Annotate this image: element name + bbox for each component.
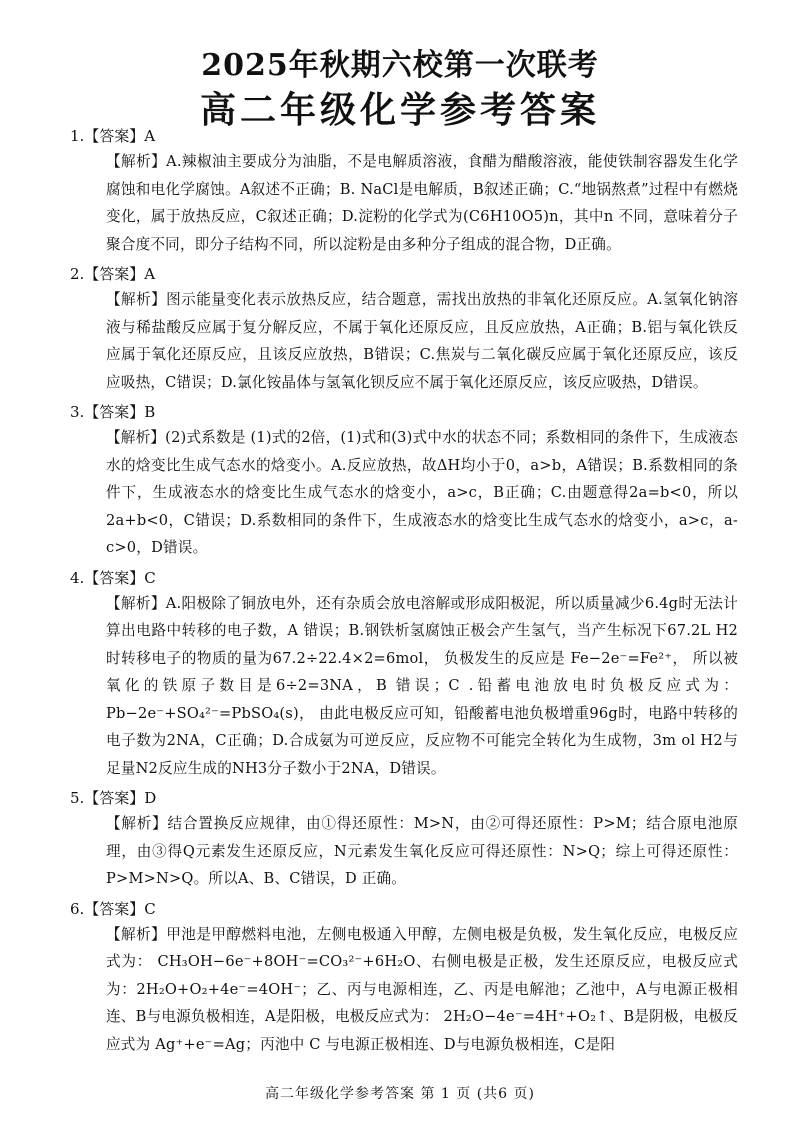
question-3 — [70, 400, 738, 562]
question-1 — [70, 124, 738, 258]
answer-label: 5.【答案】D — [70, 789, 157, 807]
explanation-text: 【解析】结合置换反应规律，由①得还原性：M>N，由②可得还原性：P>M；结合原电池原理，由③得Q元素发生还原反应，N元素发生氧化反应可得还原性：N>Q；综上可得还原性：P>M>N>Q。所以A、B、C错误，D 正确。 — [106, 815, 738, 887]
page-title: 高二年级化学参考答案 — [199, 89, 600, 131]
explanation-text: 【解析】图示能量变化表示放热反应，结合题意，需找出放热的非氧化还原反应。A.氢氧化钠溶液与稀盐酸反应属于复分解反应，不属于氧化还原反应，且反应放热，A正确；B.铝与氧化铁反应属于氧化还原反应，且该反应放热，B错误；C.焦炭与二氧化碳反应属于氧化还原反应，该反应吸热，C错误；D.氯化铵晶体与氢氧化钡反应不属于氧化还原反应，该反应吸热，D错误。 — [106, 291, 738, 391]
explanation-text: 【解析】A.阳极除了铜放电外，还有杂质会放电溶解或形成阳极泥，所以质量减少6.4g时无法计算出电路中转移的电子数，A 错误；B.钢铁析氢腐蚀正极会产生氢气，当产生标况下67.2L H2时转移电子的物质的量为67.2÷22.4×2=6mol， 负极发生的反应是 Fe−2e⁻=Fe²⁺， 所以被氧化的铁原子数目是6÷2=3NA，B 错误；C .铅蓄电池放电时负极反应式为： Pb−2e⁻+SO₄²⁻=PbSO₄(s)， 由此电极反应可知，铅酸蓄电池负极增重96g时，电路中转移的电子数为2NA，C正确；D.合成氨为可逆反应，反应物不可能完全转化为生成物，3m ol H2与足量N2反应生成的NH3分子数小于2NA，D错误。 — [106, 594, 738, 777]
explanation-text: 【解析】(2)式系数是 (1)式的2倍，(1)式和(3)式中水的状态不同；系数相同的条件下，生成液态水的焓变比生成气态水的焓变小。A.反应放热，故ΔH均小于0，a>b，A错误；B.系数相同的条件下，生成液态水的焓变比生成气态水的焓变小，a>c，B正确；C.由题意得2a=b<0，所以2a+b<0，C错误；D.系数相同的条件下，生成液态水的焓变比生成气态水的焓变小，a>c，a-c>0，D错误。 — [106, 429, 738, 556]
answers-list — [70, 122, 738, 1062]
answer-label: 6.【答案】C — [70, 899, 156, 918]
question-2 — [70, 262, 738, 396]
explanation-text: 【解析】甲池是甲醇燃料电池，左侧电极通入甲醇，左侧电极是负极，发生氧化反应，电极反应式为： CH₃OH−6e⁻+8OH⁻=CO₃²⁻+6H₂O、右侧电极是正极，发生还原反应，电极反应式为：2H₂O+O₂+4e⁻=4OH⁻；乙、丙与电源相连，乙、丙是电解池；乙池中，A与电源正极相连、B与电源负极相连，A是阳极，电极反应式为： 2H₂O−4e⁻=4H⁺+O₂↑、B是阴极，电极反应式为 Ag⁺+e⁻=Ag；丙池中 C 与电源正极相连、D与电源负极相连，C是阳 — [106, 925, 738, 1053]
answer-label: 1.【答案】A — [70, 127, 156, 145]
answer-label: 3.【答案】B — [70, 403, 156, 421]
answer-label: 2.【答案】A — [70, 265, 156, 283]
answer-label: 4.【答案】C — [70, 568, 156, 587]
question-5 — [70, 786, 738, 893]
explanation-text: 【解析】A.辣椒油主要成分为油脂，不是电解质溶液，食醋为醋酸溶液，能使铁制容器发生化学腐蚀和电化学腐蚀。A叙述不正确；B. NaCl是电解质，B叙述正确；C.“地锅熬煮”过程中有燃烧变化，属于放热反应，C叙述正确；D.淀粉的化学式为(C6H10O5)n，其中n 不同，意味着分子聚合度不同，即分子结构不同，所以淀粉是由多种分子组成的混合物，D正确。 — [106, 153, 738, 253]
question-4 — [70, 566, 738, 783]
question-6 — [70, 897, 738, 1059]
page-footer: 高二年级化学参考答案 第 1 页 (共6 页) — [265, 1086, 535, 1102]
exam-title: 2025年秋期六校第一次联考 — [201, 48, 599, 83]
